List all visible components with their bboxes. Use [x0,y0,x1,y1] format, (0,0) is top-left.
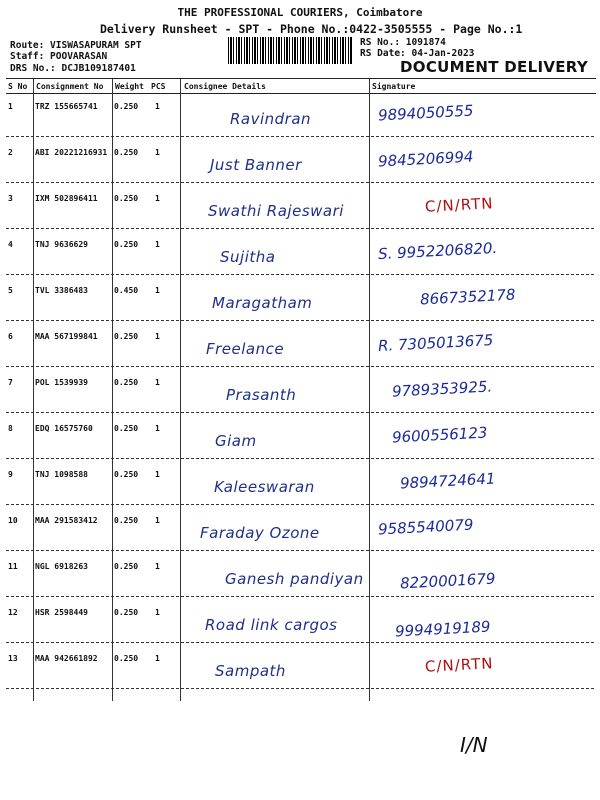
row-sno: 8 [8,424,13,433]
row-consignee: Ravindran [230,110,312,128]
row-signature: R. 7305013675 [377,330,494,356]
row-consignment: POL 1539939 [35,378,88,387]
row-sno: 3 [8,194,13,203]
row-weight: 0.250 [114,654,139,663]
table-row [0,602,600,648]
row-divider [6,274,594,275]
row-signature: C/N/RTN [424,654,494,676]
row-sno: 12 [8,608,18,617]
staff-label: Staff: POOVARASAN [10,51,108,62]
row-weight: 0.450 [114,286,139,295]
row-consignee: Swathi Rajeswari [208,202,344,220]
row-consignee: Just Banner [210,156,302,174]
row-sno: 10 [8,516,18,525]
row-pcs: 1 [155,654,160,663]
table-row [0,142,600,188]
row-divider [6,550,594,551]
row-divider [6,228,594,229]
col-consignee: Consignee Details [184,82,266,91]
row-consignee: Prasanth [226,386,297,404]
row-weight: 0.250 [114,102,139,111]
row-sno: 13 [8,654,18,663]
row-consignment: TNJ 1098588 [35,470,88,479]
row-pcs: 1 [155,470,160,479]
col-consignment: Consignment No [36,82,104,91]
row-signature: 8667352178 [419,285,516,309]
row-divider [6,504,594,505]
row-consignment: ABI 20221216931 [35,148,108,157]
row-consignment: TVL 3386483 [35,286,88,295]
table-row [0,280,600,326]
row-weight: 0.250 [114,332,139,341]
row-consignee: Faraday Ozone [200,524,320,542]
row-weight: 0.250 [114,424,139,433]
rs-date: RS Date: 04-Jan-2023 [360,48,475,59]
row-signature: C/N/RTN [424,194,494,216]
row-sno: 5 [8,286,13,295]
row-consignment: MAA 567199841 [35,332,98,341]
table-row [0,234,600,280]
row-consignment: NGL 6918263 [35,562,88,571]
table-row [0,510,600,556]
row-pcs: 1 [155,286,160,295]
table-row [0,326,600,372]
row-signature: 9585540079 [377,515,474,539]
row-signature: 8220001679 [399,569,496,593]
row-signature: 9894724641 [399,469,496,493]
row-pcs: 1 [155,562,160,571]
table-row [0,648,600,694]
row-sno: 6 [8,332,13,341]
row-consignment: MAA 291583412 [35,516,98,525]
row-pcs: 1 [155,424,160,433]
row-sno: 2 [8,148,13,157]
row-consignment: TNJ 9636629 [35,240,88,249]
row-pcs: 1 [155,516,160,525]
row-divider [6,136,594,137]
row-pcs: 1 [155,194,160,203]
row-consignment: HSR 2598449 [35,608,88,617]
row-divider [6,688,594,689]
table-row [0,418,600,464]
route-label: Route: VISWASAPURAM SPT [10,40,142,51]
row-consignee: Giam [215,432,257,450]
row-sno: 9 [8,470,13,479]
document-delivery-stamp: DOCUMENT DELIVERY [400,58,588,76]
row-pcs: 1 [155,148,160,157]
row-consignee: Freelance [206,340,285,358]
row-sno: 4 [8,240,13,249]
row-weight: 0.250 [114,516,139,525]
row-consignee: Road link cargos [205,616,338,634]
row-divider [6,458,594,459]
company-title: THE PROFESSIONAL COURIERS, Coimbatore [177,6,423,19]
col-weight: Weight [115,82,144,91]
row-signature: S. 9952206820. [377,238,498,264]
row-signature: 9789353925. [391,377,493,401]
drs-number: DRS No.: DCJB109187401 [10,63,136,74]
row-consignee: Maragatham [212,294,313,312]
row-consignee: Kaleeswaran [214,478,315,496]
row-consignee: Sampath [215,662,286,680]
row-weight: 0.250 [114,608,139,617]
row-signature: 9600556123 [391,423,488,447]
handwritten-mark: I/N [460,733,488,757]
row-pcs: 1 [155,102,160,111]
runsheet-title: Delivery Runsheet - SPT - Phone No.:0422-3505555 - Page No.:1 [100,22,523,36]
row-consignment: TRZ 155665741 [35,102,98,111]
row-pcs: 1 [155,608,160,617]
row-weight: 0.250 [114,378,139,387]
row-sno: 1 [8,102,13,111]
row-sno: 11 [8,562,18,571]
row-consignee: Sujitha [220,248,276,266]
row-consignment: EDQ 16575760 [35,424,93,433]
row-divider [6,320,594,321]
row-weight: 0.250 [114,470,139,479]
row-weight: 0.250 [114,148,139,157]
table-row [0,188,600,234]
col-pcs: PCS [151,82,166,91]
row-sno: 7 [8,378,13,387]
row-weight: 0.250 [114,240,139,249]
table-row [0,96,600,142]
table-row [0,372,600,418]
header-divider-top [6,78,596,79]
row-divider [6,182,594,183]
header-divider-bottom [6,93,596,94]
col-sno: S No [8,82,28,91]
row-consignee: Ganesh pandiyan [225,570,364,588]
row-pcs: 1 [155,240,160,249]
rs-number: RS No.: 1091874 [360,37,446,48]
row-consignment: MAA 942661892 [35,654,98,663]
row-signature: 9994919189 [394,617,491,641]
row-divider [6,596,594,597]
barcode [228,37,353,64]
row-consignment: IXM 502896411 [35,194,98,203]
row-divider [6,412,594,413]
col-signature: Signature [372,82,416,91]
row-pcs: 1 [155,332,160,341]
row-pcs: 1 [155,378,160,387]
table-row [0,556,600,602]
row-divider [6,366,594,367]
row-weight: 0.250 [114,194,139,203]
row-weight: 0.250 [114,562,139,571]
table-row [0,464,600,510]
row-signature: 9894050555 [377,101,474,125]
row-signature: 9845206994 [377,147,474,171]
row-divider [6,642,594,643]
